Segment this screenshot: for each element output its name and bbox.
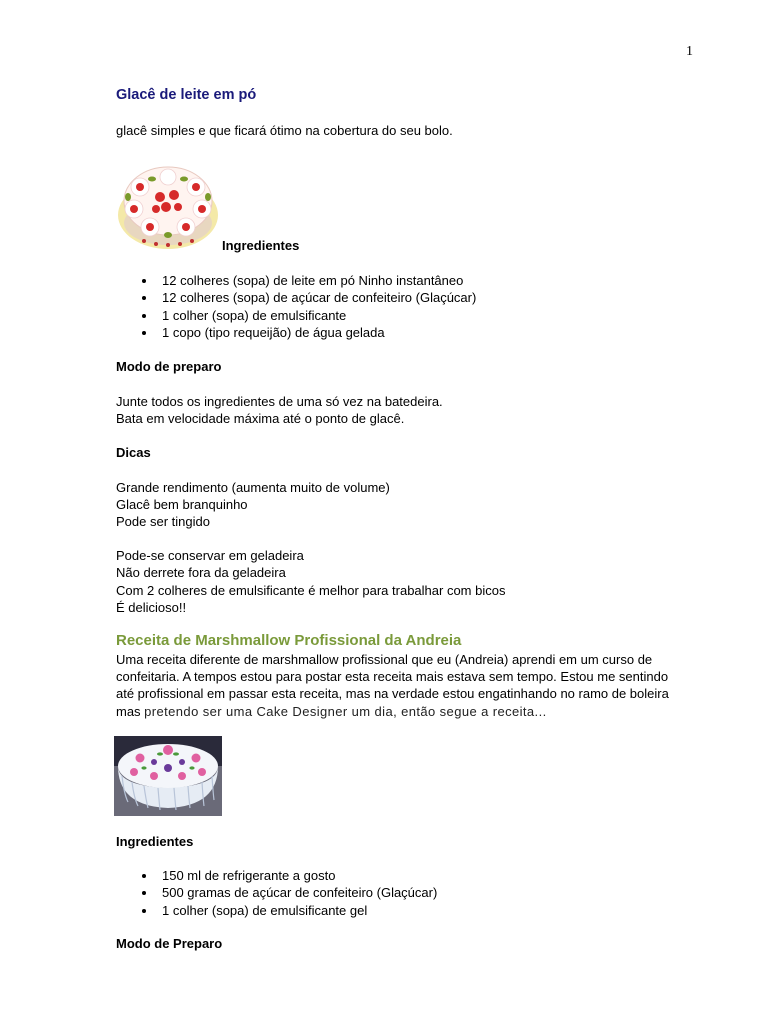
recipe2-intro-start: mas: [116, 704, 145, 719]
list-item: 150 ml de refrigerante a gosto: [116, 867, 437, 884]
recipe2-intro-end: pretendo ser uma Cake Designer um dia, então segue a receita...: [144, 704, 547, 719]
list-item: 12 colheres (sopa) de leite em pó Ninho instantâneo: [116, 272, 476, 289]
recipe2-title: Receita de Marshmallow Profissional da Andreia: [116, 632, 462, 649]
recipe1-tip: Com 2 colheres de emulsificante é melhor para trabalhar com bicos: [116, 583, 506, 598]
recipe1-tip: Não derrete fora da geladeira: [116, 565, 286, 580]
recipe2-method-heading: Modo de Preparo: [116, 936, 223, 951]
recipe2-intro-line: confeitaria. A tempos estou para postar esta receita mais estava sem tempo. Estou me sentindo: [116, 669, 669, 684]
recipe1-method-line: Bata em velocidade máxima até o ponto de glacê.: [116, 411, 405, 426]
recipe1-method-line: Junte todos os ingredientes de uma só vez na batedeira.: [116, 394, 443, 409]
marshmallow-cake-image: [114, 736, 222, 816]
recipe1-tip: Grande rendimento (aumenta muito de volume): [116, 480, 390, 495]
recipe1-method-heading: Modo de preparo: [116, 359, 222, 374]
recipe1-tips-heading: Dicas: [116, 445, 151, 460]
recipe1-ingredients-heading: Ingredientes: [222, 238, 300, 253]
list-item: 1 colher (sopa) de emulsificante: [116, 307, 476, 324]
recipe1-tip: Pode ser tingido: [116, 514, 210, 529]
recipe1-tip: Glacê bem branquinho: [116, 497, 248, 512]
list-item: 12 colheres (sopa) de açúcar de confeiteiro (Glaçúcar): [116, 289, 476, 306]
recipe2-intro-line: Uma receita diferente de marshmallow profissional que eu (Andreia) aprendi em um curso de: [116, 652, 653, 667]
recipe1-title: Glacê de leite em pó: [116, 87, 257, 103]
list-item: 1 copo (tipo requeijão) de água gelada: [116, 324, 476, 341]
recipe1-tip: Pode-se conservar em geladeira: [116, 548, 304, 563]
recipe1-ingredients-list: [116, 272, 476, 341]
list-item: 500 gramas de açúcar de confeiteiro (Glaçúcar): [116, 884, 437, 901]
list-item: 1 colher (sopa) de emulsificante gel: [116, 902, 437, 919]
recipe2-ingredients-heading: Ingredientes: [116, 834, 194, 849]
recipe2-intro-line: [116, 703, 547, 720]
page-number: 1: [686, 44, 693, 59]
recipe1-intro: glacê simples e que ficará ótimo na cobertura do seu bolo.: [116, 123, 453, 138]
recipe1-tip: É delicioso!!: [116, 600, 187, 615]
recipe2-intro-line: até profissional em passar esta receita, mas na verdade estou engatinhando no ramo de boleira: [116, 686, 669, 701]
strawberry-cake-image: [116, 157, 220, 251]
recipe2-ingredients-list: [116, 867, 437, 919]
